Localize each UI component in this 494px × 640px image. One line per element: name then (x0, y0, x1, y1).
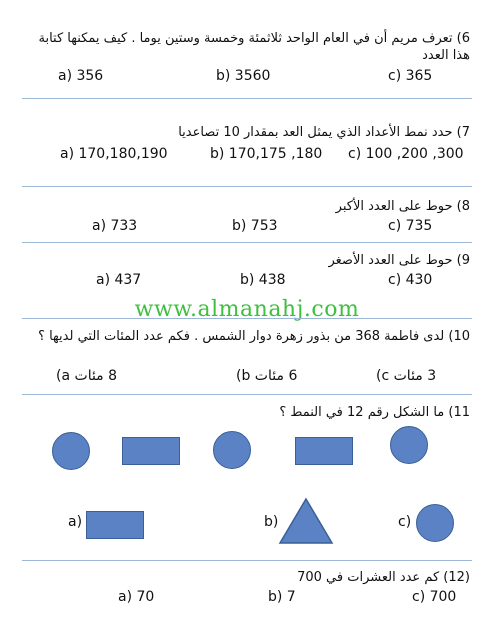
question-7-text: 7) حدد نمط الأعداد الذي يمثل العد بمقدار 10 تصاعديا (178, 125, 470, 140)
pattern-rectangle-shape (295, 437, 353, 465)
option-a[interactable]: a) 170,180,190 (60, 146, 168, 162)
option-a-rectangle-shape[interactable] (86, 511, 144, 539)
option-c[interactable]: 3 مئات c) (376, 368, 437, 384)
pattern-circle-shape (213, 431, 251, 469)
option-c[interactable]: c) 735 (388, 218, 433, 234)
question-6 (24, 30, 470, 64)
separator (22, 560, 472, 561)
option-a[interactable]: a) 356 (58, 68, 104, 84)
option-a[interactable]: 8 مئات a) (56, 368, 118, 384)
option-c-circle-shape[interactable] (416, 504, 454, 542)
option-b[interactable]: b) 753 (232, 218, 278, 234)
question-10 (24, 328, 470, 345)
option-c[interactable]: c) 700 (412, 589, 457, 605)
pattern-circle-shape (52, 432, 90, 470)
option-a[interactable]: a) (68, 514, 83, 530)
option-a[interactable]: a) 70 (118, 589, 155, 605)
option-c[interactable]: c) 365 (388, 68, 433, 84)
option-b[interactable]: b) 170,175 ,180 (210, 146, 323, 162)
option-b-triangle-shape[interactable] (278, 497, 334, 545)
option-b[interactable]: b) 438 (240, 272, 286, 288)
option-c[interactable]: c) (398, 514, 412, 530)
option-a[interactable]: a) 437 (96, 272, 142, 288)
option-b[interactable]: b) (264, 514, 279, 530)
separator (22, 242, 472, 243)
option-b[interactable]: 6 مئات b) (236, 368, 298, 384)
separator (22, 394, 472, 395)
question-11-text: 11) ما الشكل رقم 12 في النمط ؟ (279, 405, 470, 420)
question-10-text: 10) لدى فاطمة 368 من بذور زهرة دوار الشمس . فكم عدد المئات التي لديها ؟ (38, 329, 470, 344)
pattern-rectangle-shape (122, 437, 180, 465)
watermark: www.almanahj.com (134, 297, 360, 322)
separator (22, 186, 472, 187)
question-12-text: (12) كم عدد العشرات في 700 (297, 570, 470, 585)
question-12 (24, 569, 470, 586)
pattern-circle-shape (390, 426, 428, 464)
separator (22, 98, 472, 99)
option-c[interactable]: c) 100 ,200 ,300 (348, 146, 464, 162)
question-9-text: 9) حوط على العدد الأصغر (328, 253, 470, 268)
question-11 (24, 404, 470, 421)
option-a[interactable]: a) 733 (92, 218, 138, 234)
question-7 (24, 124, 470, 141)
option-b[interactable]: b) 7 (268, 589, 296, 605)
separator (22, 318, 472, 319)
option-c[interactable]: c) 430 (388, 272, 433, 288)
option-b[interactable]: b) 3560 (216, 68, 271, 84)
question-6-text: 6) تعرف مريم أن في العام الواحد ثلاثمئة وخمسة وستين يوما . كيف يمكنها كتابة هذا العدد (38, 31, 470, 63)
question-9 (24, 252, 470, 269)
question-8 (24, 198, 470, 215)
question-8-text: 8) حوط على العدد الأكبر (335, 199, 470, 214)
